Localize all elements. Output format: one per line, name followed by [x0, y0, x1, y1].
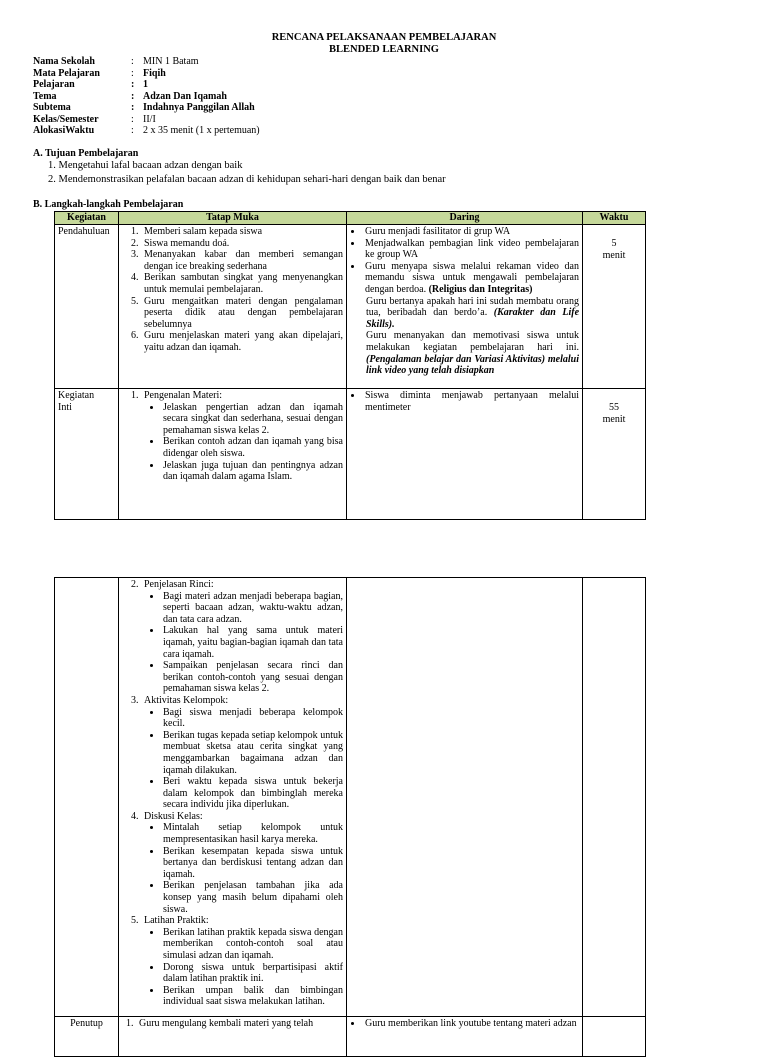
column-header-kegiatan: Kegiatan — [55, 212, 119, 225]
daring-text: Guru bertanya apakah hari ini sudah membatu orang tua, beribadah dan berdo’a. — [366, 295, 579, 319]
sub-item: • Berikan latihan praktik kepada siswa dengan memberikan contoh-contoh soal atau simulasi adzan dan iqamah. — [162, 927, 343, 962]
identity-label: Nama Sekolah — [33, 56, 95, 67]
sub-item: • Sampaikan penjelasan secara rinci dan berikan contoh-contoh yang sesuai dengan pemahaman siswa kelas 2. — [162, 660, 343, 695]
list-item: 4. Berikan sambutan singkat yang menyenangkan untuk memulai pembelajaran. — [141, 272, 343, 295]
identity-colon: : — [131, 125, 134, 136]
identity-label: Mata Pelajaran — [33, 67, 100, 79]
step-title: Latihan Praktik: — [144, 915, 209, 927]
sub-list — [144, 927, 343, 1008]
objective-item: 1. Mengetahui lafal bacaan adzan dengan baik — [48, 160, 243, 171]
column-header-waktu: Waktu — [583, 212, 646, 225]
list-item: 3. Menanyakan kabar dan memberi semangan dengan ice breaking sederhana — [141, 249, 343, 272]
identity-value: 2 x 35 menit (1 x pertemuan) — [143, 125, 260, 136]
row-label-penutup: Penutup — [55, 1017, 119, 1057]
sub-list — [144, 707, 343, 811]
column-header-tatap-muka: Tatap Muka — [119, 212, 347, 225]
list-item: • Guru memberikan link youtube tentang materi adzan — [363, 1018, 579, 1030]
identity-label: Kelas/Semester — [33, 113, 99, 125]
list-item — [363, 261, 579, 296]
sub-item: • Bagi siswa menjadi beberapa kelompok kecil. — [162, 707, 343, 730]
list-item — [141, 915, 343, 1008]
waktu-value: 55 — [609, 402, 619, 413]
list-item — [141, 811, 343, 915]
character-tag: (Pengalaman belajar dan Variasi Aktivitas) melalui link video yang telah disiapkan — [366, 353, 579, 377]
inti-steps — [122, 390, 343, 483]
step-title: Penjelasan Rinci: — [144, 579, 214, 590]
identity-value: Fiqih — [143, 67, 166, 79]
sub-list — [144, 402, 343, 483]
waktu-unit: menit — [602, 249, 626, 261]
daring-bullets — [350, 226, 579, 296]
daring-text: Guru menanyakan dan memotivasi siswa untuk melakukan kegiatan pembelajaran hari ini. — [366, 330, 579, 353]
sub-item: • Jelaskan pengertian adzan dan iqamah secara singkat dan sederhana, sesuai dengan pemahaman siswa kelas 2. — [162, 402, 343, 437]
sub-item: • Berikan umpan balik dan bimbingan individual saat siswa melakukan latihan. — [162, 985, 343, 1008]
column-header-daring: Daring — [347, 212, 583, 225]
identity-value: Adzan Dan Iqamah — [143, 90, 227, 102]
sub-item: • Jelaskan juga tujuan dan pentingnya adzan dan iqamah dalam agama Islam. — [162, 460, 343, 483]
cell-daring — [347, 225, 583, 389]
list-item: 6. Guru menjelaskan materi yang akan dipelajari, yaitu adzan dan iqamah. — [141, 330, 343, 353]
daring-paragraph — [366, 296, 579, 331]
sub-item: • Bagi materi adzan menjadi beberapa bagian, seperti bacaan adzan, waktu-waktu adzan, dan tata cara adzan. — [162, 591, 343, 626]
list-item: • Siswa diminta menjawab pertanyaan melalui mentimeter — [363, 390, 579, 413]
list-item: • Menjadwalkan pembagian link video pembelajaran ke group WA — [363, 238, 579, 261]
identity-colon: : — [131, 56, 134, 67]
step-title: Diskusi Kelas: — [144, 810, 203, 822]
objective-item: 2. Mendemonstrasikan pelafalan bacaan adzan di kehidupan sehari-hari dengan baik dan benar — [48, 174, 446, 185]
sub-item: • Beri waktu kepada siswa untuk bekerja dalam kelompok dan bimbinglah mereka secara individu jika diperlukan. — [162, 776, 343, 811]
list-item — [141, 579, 343, 695]
cell-tatap-muka — [119, 578, 347, 1017]
identity-value: II/I — [143, 113, 156, 125]
list-item: 5. Guru mengaitkan materi dengan pengalaman peserta didik atau dengan pembelajaran sebelumnya — [141, 296, 343, 331]
pendahuluan-steps — [122, 226, 343, 354]
daring-paragraph — [366, 330, 579, 376]
table-header-row — [55, 212, 646, 225]
list-item — [141, 695, 343, 811]
waktu-value: 5 — [611, 238, 617, 249]
row-label-inti — [55, 389, 119, 520]
document-subtitle: BLENDED LEARNING — [329, 44, 439, 55]
sub-item: • Berikan penjelasan tambahan jika ada konsep yang masih belum dipahami oleh siswa. — [162, 880, 343, 915]
list-item: 1. Guru mengulang kembali materi yang telah — [136, 1018, 343, 1030]
identity-colon: : — [131, 90, 135, 102]
identity-label: Pelajaran — [33, 79, 75, 90]
list-item — [141, 390, 343, 483]
sub-item: • Mintalah setiap kelompok untuk mempresentasikan hasil karya mereka. — [162, 822, 343, 845]
cell-tatap-muka — [119, 1017, 347, 1057]
cell-waktu — [583, 578, 646, 1017]
row-label-empty — [55, 578, 119, 1017]
identity-colon: : — [131, 67, 134, 79]
identity-colon: : — [131, 79, 135, 90]
document-title: RENCANA PELAKSANAAN PEMBELAJARAN — [271, 32, 497, 43]
table-row-inti-continued — [55, 578, 646, 1017]
cell-waktu — [583, 1017, 646, 1057]
character-tag: (Karakter dan Life Skills). — [366, 307, 580, 330]
step-title: Aktivitas Kelompok: — [144, 694, 229, 706]
identity-value: MIN 1 Batam — [143, 56, 199, 67]
cell-waktu — [583, 225, 646, 389]
row-label-line: Inti — [58, 401, 72, 413]
identity-label: AlokasiWaktu — [33, 125, 95, 136]
lesson-steps-table — [54, 211, 646, 520]
identity-label: Subtema — [33, 102, 71, 113]
lesson-steps-table-continued — [54, 577, 646, 1057]
step-title: Pengenalan Materi: — [144, 390, 223, 401]
character-tag: (Religius dan Integritas) — [428, 283, 533, 295]
table-row-pendahuluan — [55, 225, 646, 389]
sub-item: • Berikan tugas kepada setiap kelompok untuk membuat sketsa atau cerita singkat yang menggambarkan bagaimana adzan dan iqamah dilakukan. — [162, 730, 343, 776]
sub-item: • Berikan contoh adzan dan iqamah yang bisa didengar oleh siswa. — [162, 436, 343, 459]
list-item: 1. Memberi salam kepada siswa — [141, 226, 343, 238]
identity-label: Tema — [33, 90, 57, 102]
cell-daring — [347, 578, 583, 1017]
section-heading-tujuan: A. Tujuan Pembelajaran — [33, 148, 139, 159]
cell-tatap-muka — [119, 225, 347, 389]
identity-colon: : — [131, 113, 134, 125]
sub-item: • Dorong siswa untuk berpartisipasi aktif dalam latihan praktik ini. — [162, 962, 343, 985]
list-item: • Guru menjadi fasilitator di grup WA — [363, 226, 579, 238]
inti-steps-continued — [122, 579, 343, 1008]
table-row-inti — [55, 389, 646, 520]
identity-value: 1 — [143, 79, 148, 90]
identity-colon: : — [131, 102, 135, 113]
sub-list — [144, 822, 343, 915]
row-label-line: Kegiatan — [58, 390, 95, 401]
table-row-penutup — [55, 1017, 646, 1057]
daring-text: Guru menyapa siswa melalui rekaman video dan memandu siswa untuk mengawali pembelajaran dengan berdoa. — [365, 260, 579, 295]
cell-waktu — [583, 389, 646, 520]
identity-value: Indahnya Panggilan Allah — [143, 102, 255, 113]
sub-item: • Lakukan hal yang sama untuk materi iqamah, yaitu bagian-bagian iqamah dan tata cara iqamah. — [162, 625, 343, 660]
sub-list — [144, 591, 343, 695]
cell-daring — [347, 389, 583, 520]
cell-tatap-muka — [119, 389, 347, 520]
row-label-pendahuluan: Pendahuluan — [55, 225, 119, 389]
list-item: 2. Siswa memandu doá. — [141, 238, 343, 250]
daring-bullets — [350, 390, 579, 413]
cell-daring — [347, 1017, 583, 1057]
section-heading-langkah: B. Langkah-langkah Pembelajaran — [33, 199, 184, 210]
waktu-unit: menit — [602, 413, 626, 425]
sub-item: • Berikan kesempatan kepada siswa untuk bertanya dan berdiskusi tentang adzan dan iqamah. — [162, 846, 343, 881]
